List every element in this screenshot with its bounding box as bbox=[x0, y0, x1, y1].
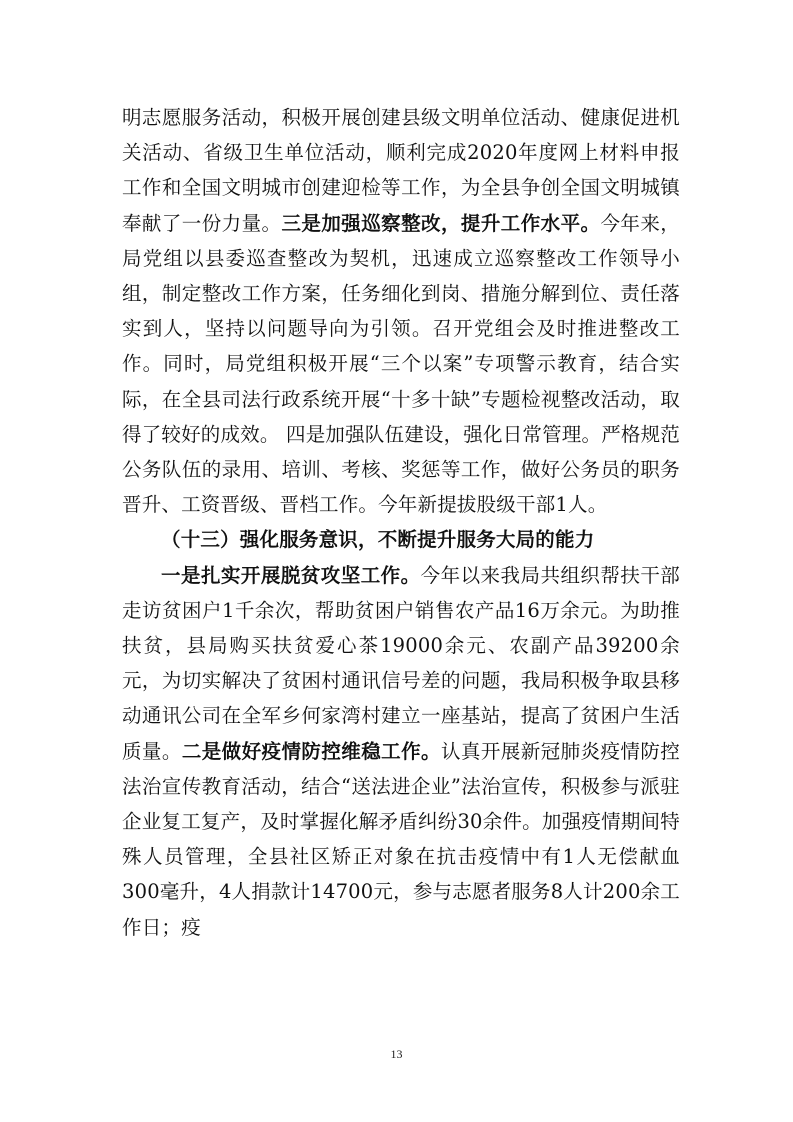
paragraph-text: 明志愿服务活动，积极开展创建县级文明单位活动、健康促进机关活动、省级卫生单位活动，顺利完成2020年度网上材料申报工作和全国文明城市创建迎检等工作，为全县争创全国文明城镇奉献了一份力量。 bbox=[122, 106, 680, 235]
body-paragraph bbox=[122, 100, 680, 522]
section-heading: （十三）强化服务意识，不断提升服务大局的能力 bbox=[161, 528, 595, 552]
paragraph-text: 认真开展新冠肺炎疫情防控法治宣传教育活动，结合“送法进企业”法治宣传，积极参与派驻企业复工复产，及时掌握化解矛盾纠纷30余件。加强疫情期间特殊人员管理，全县社区矫正对象在抗击疫情中有1人无偿献血300毫升，4人捐款计14700元，参与志愿者服务8人计200余工作日；疫 bbox=[122, 739, 680, 939]
page-number: 13 bbox=[390, 1047, 403, 1061]
body-paragraph bbox=[122, 558, 680, 945]
bold-lead-phrase: 二是做好疫情防控维稳工作。 bbox=[181, 739, 441, 763]
paragraph-text: 今年来，局党组以县委巡查整改为契机，迅速成立巡察整改工作领导小组，制定整改工作方案，任务细化到岗、措施分解到位、责任落实到人，坚持以问题导向为引领。召开党组会及时推进整改工作。同时，局党组积极开展“三个以案”专项警示教育，结合实际，在全县司法行政系统开展“十多十缺”专题检视整改活动，取得了较好的成效。 四是加强队伍建设，强化日常管理。严格规范公务队伍的录用、培训、考核、奖惩等工作，做好公务员的职务晋升、工资晋级、晋档工作。今年新提拔股级干部1人。 bbox=[122, 211, 680, 517]
paragraph-text: 今年以来我局共组织帮扶干部走访贫困户1千余次，帮助贫困户销售农产品16万余元。为助推扶贫，县局购买扶贫爱心茶19000余元、农副产品39200余元，为切实解决了贫困村通讯信号差的问题，我局积极争取县移动通讯公司在全军乡何家湾村建立一座基站，提高了贫困户生活质量。 bbox=[122, 563, 680, 763]
document-body bbox=[122, 100, 680, 945]
bold-lead-phrase: 三是加强巡察整改，提升工作水平。 bbox=[281, 211, 601, 235]
bold-lead-phrase: 一是扎实开展脱贫攻坚工作。 bbox=[161, 563, 421, 587]
